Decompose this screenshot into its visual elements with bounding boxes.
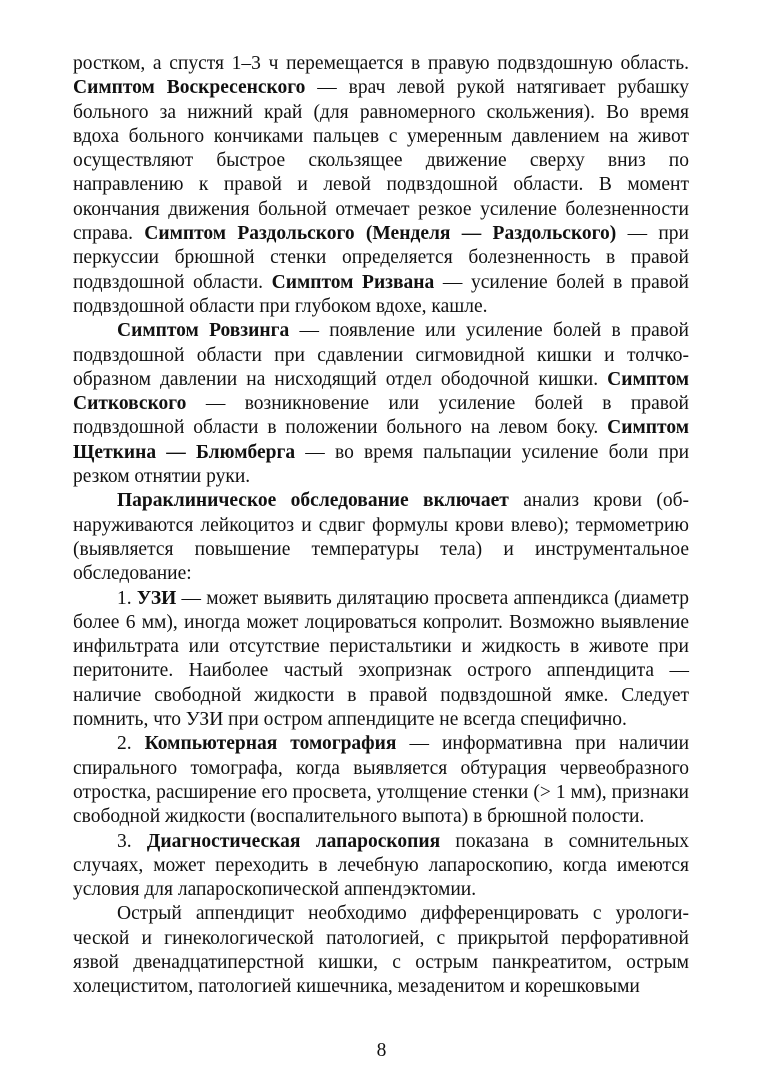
document-page <box>73 52 689 1000</box>
term-paraclinical: Параклиническое обследование включает <box>117 490 509 512</box>
text-span: — возникновение или усиление болей в правой подвздошной области в положении больного на левом боку. <box>73 393 689 439</box>
term-shchetkin-blumberg: Симптом Щеткина — Блюмберга <box>73 417 689 463</box>
term-ultrasound: УЗИ <box>136 587 177 609</box>
list-item-ct <box>73 732 689 829</box>
term-voskresensky: Симптом Воскресенского <box>73 77 306 99</box>
list-number: 1. <box>117 587 137 609</box>
paragraph-paraclinical <box>73 489 689 586</box>
text-span: Острый аппендицит необходимо дифференцировать с урологической и гинекологической патологией, с прикрытой перфоративной язвой двенадцатиперстной кишки, с острым панкреатитом, острым холециститом, патологией кишечника, мезаденитом и корешковыми <box>73 903 689 998</box>
page-number: 8 <box>376 1040 387 1061</box>
paragraph-differential <box>73 902 689 999</box>
text-span: — усиление болей в правой подвздошной области при глубоком вдохе, кашле. <box>73 271 689 317</box>
term-razdolsky: Симптом Раздольского (Менделя — Раздольского) <box>144 223 617 245</box>
paragraph-voskresensky <box>73 52 689 319</box>
text-span: — во время пальпации усиление боли при резком отнятии руки. <box>73 441 690 488</box>
list-number: 2. <box>117 733 145 755</box>
text-span: — при перкуссии брюшной стенки определяется болезненность в правой подвздошной области. <box>73 223 689 293</box>
list-item-ultrasound <box>73 587 689 733</box>
list-item-laparoscopy <box>73 830 689 903</box>
term-rovsing: Симптом Ровзинга <box>117 320 290 342</box>
list-number: 3. <box>117 830 147 852</box>
term-ct: Компьютерная томография <box>144 733 397 755</box>
term-sitkovsky: Симптом Ситковского <box>73 368 689 415</box>
text-span: показана в сомнительных случаях, может переходить в лечебную лапароскопию, когда имеются условия для лапароскопической аппендэктомии. <box>73 830 689 901</box>
text-span: — может выявить дилятацию просвета аппендикса (диаметр более 6 мм), иногда может лоцироваться копролит. Возможно выявление инфильтрата или отсутствие перистальтики и жидкость в животе при перитоните. Наиболее частый эхопризнак острого аппендицита — наличие свободной жидкости в правой подвздошной ямке. Следует помнить, что УЗИ при остром аппендиците не всегда специфично. <box>73 587 689 731</box>
text-span: — врач левой рукой натягивает рубашку больного за нижний край (для равномерного скольжения). Во время вдоха больного кончиками пальцев с умеренным давлением на живот осуществляют быстрое скользящее движение сверху вниз по направлению к правой и левой подвздошной области. В момент окончания движения больной отмечает резкое усиление болезненности справа. <box>73 77 689 245</box>
paragraph-rovsing <box>73 319 689 489</box>
text-span: анализ крови (обнаруживаются лейкоцитоз и сдвиг формулы крови влево); термометрию (выявляется повышение температуры тела) и инструментальное обследование: <box>73 490 689 585</box>
term-rizvan: Симптом Ризвана <box>271 271 435 293</box>
term-laparoscopy: Диагностическая лапароскопия <box>146 830 441 852</box>
text-span: ростком, а спустя 1–3 ч перемещается в правую подвздошную область. <box>73 53 689 74</box>
text-span: — информативна при наличии спирального томографа, когда выявляется обтурация червеобразного отростка, расширение его просвета, утолщение стенки (> 1 мм), признаки свободной жидкости (воспалительного выпота) в брюшной полости. <box>73 733 689 828</box>
text-span: — появление или усиление болей в правой подвздошной области при сдавлении сигмовидной кишки и толчкообразном давлении на нисходящий отдел ободочной кишки. <box>73 320 689 390</box>
